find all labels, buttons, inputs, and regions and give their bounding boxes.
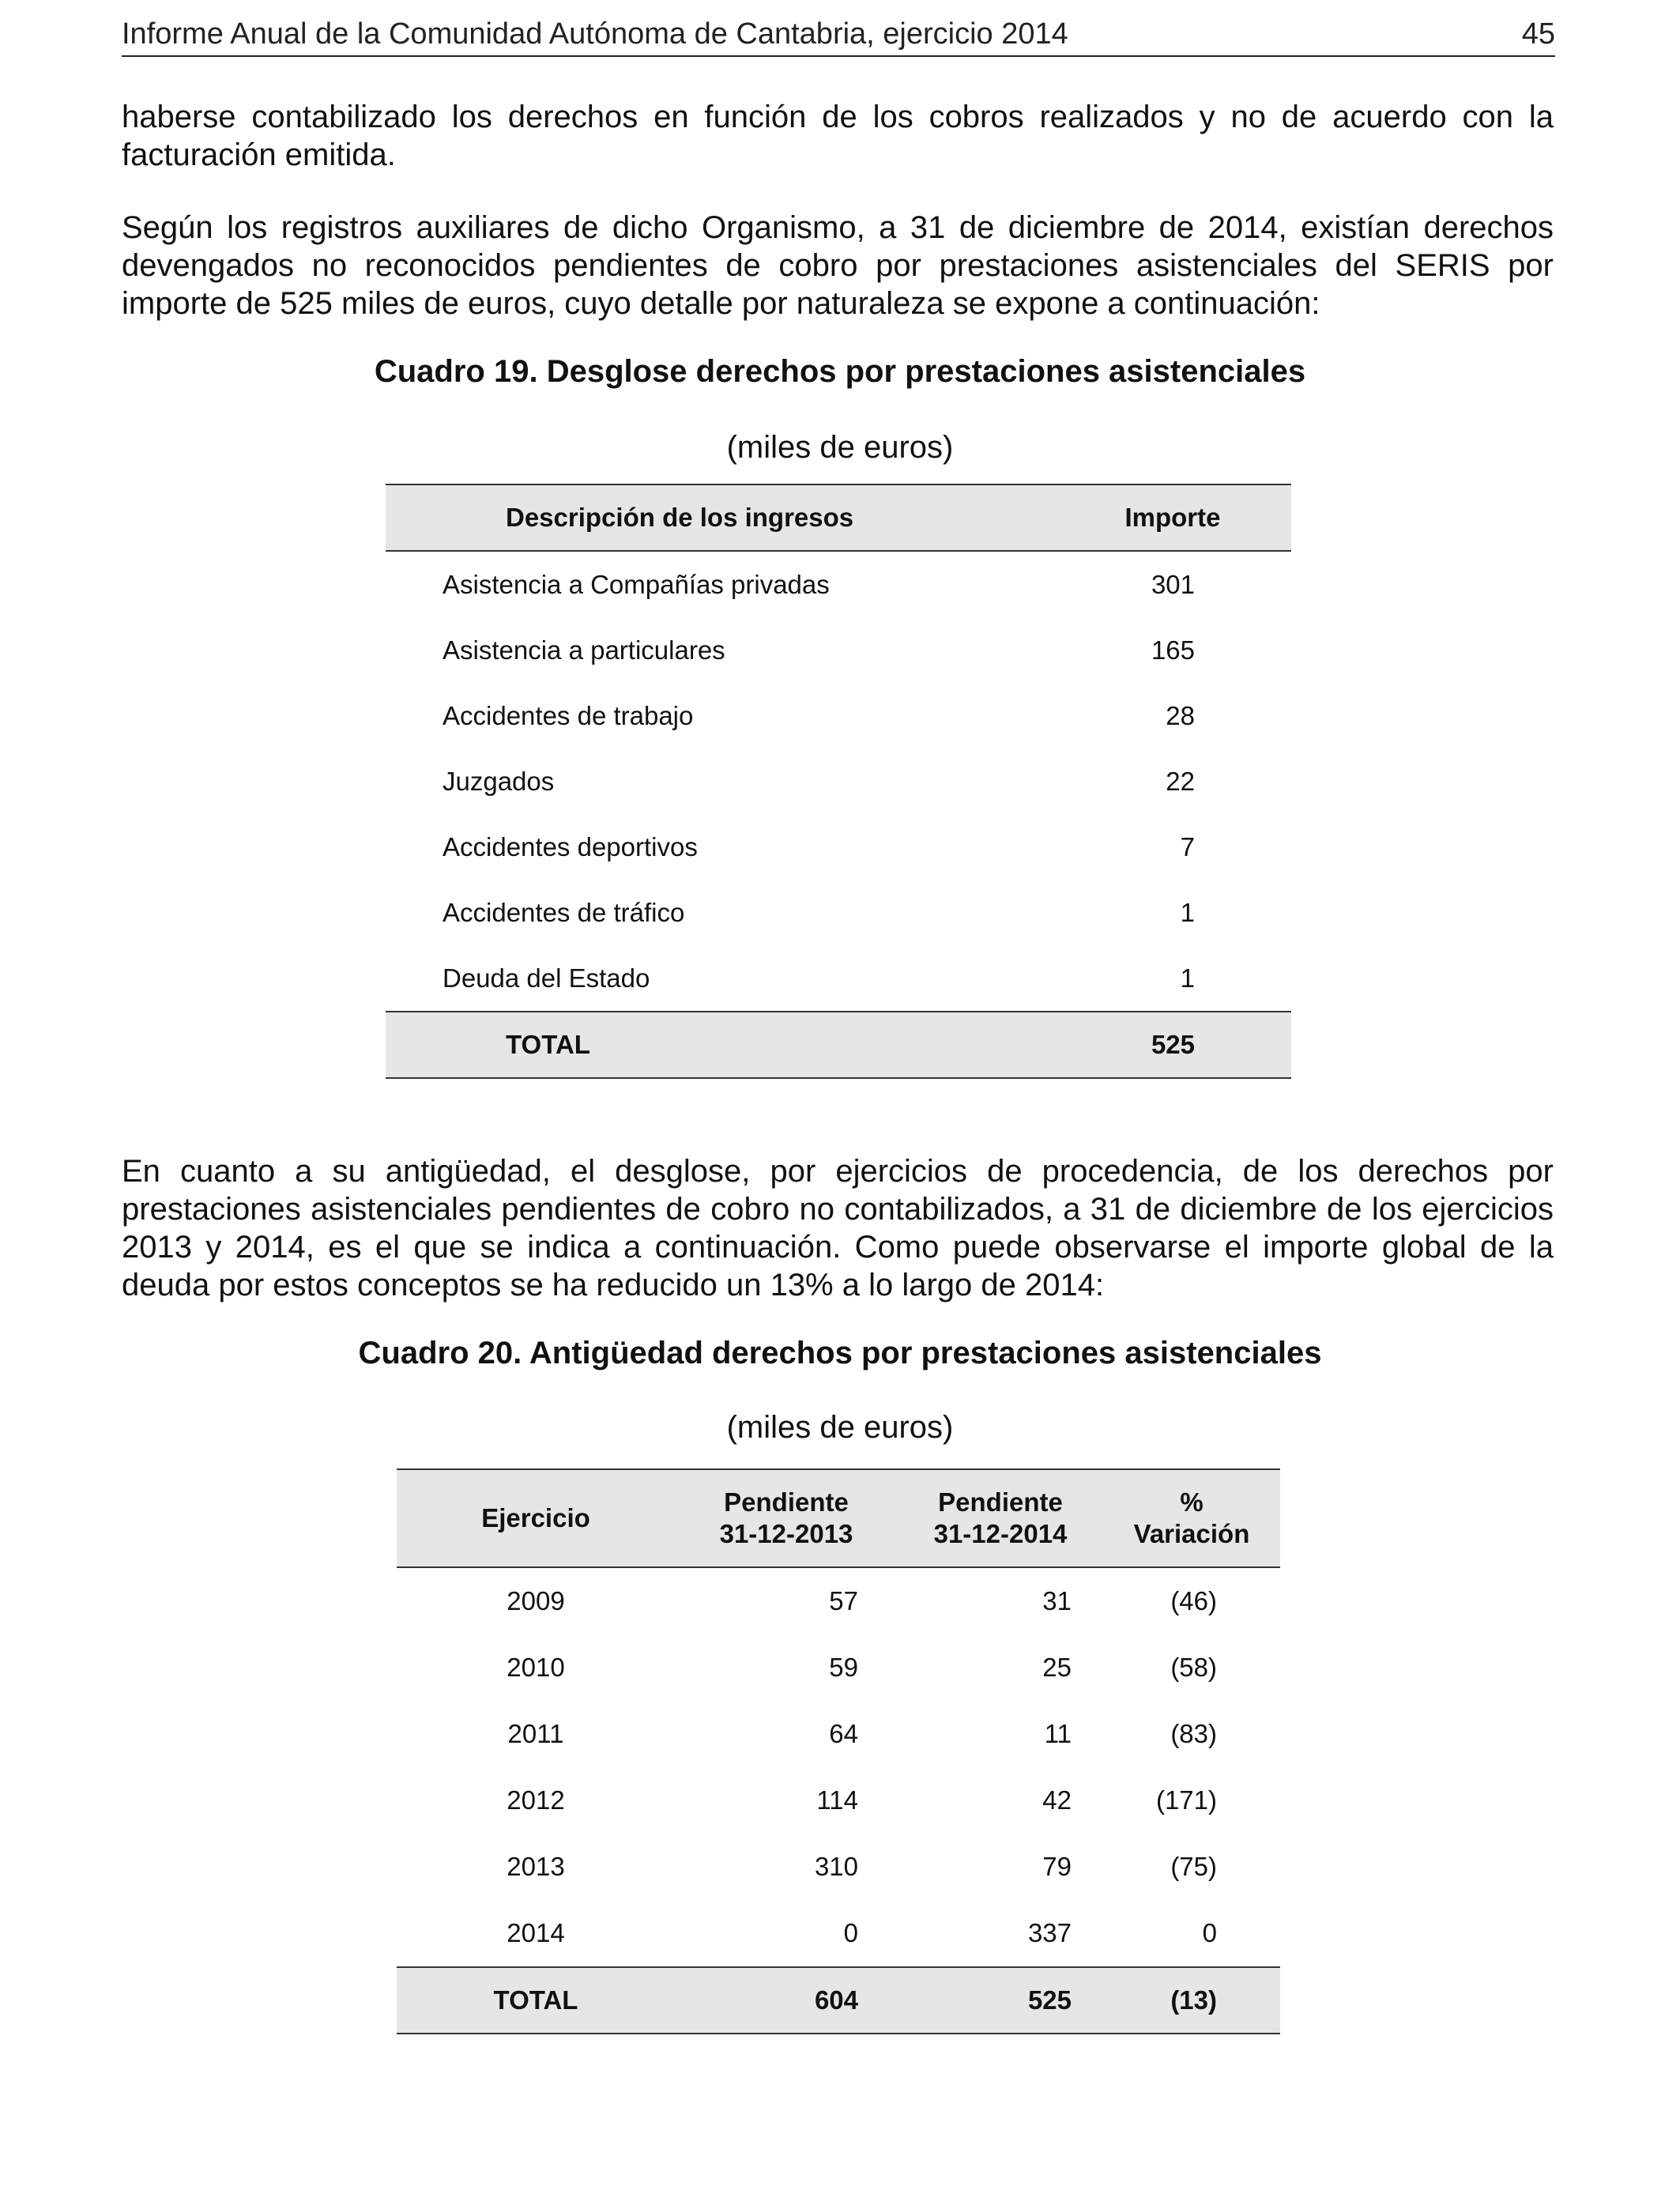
paragraph-1: haberse contabilizado los derechos en función de los cobros realizados y no de acuerdo con la facturación emitida. bbox=[122, 100, 1554, 172]
row-pending-2014: 31 bbox=[1042, 1586, 1072, 1615]
row-amount: 28 bbox=[1166, 700, 1195, 730]
table-row bbox=[397, 1834, 1280, 1900]
row-pending-2013: 59 bbox=[829, 1653, 858, 1682]
row-description: Accidentes de tráfico bbox=[443, 897, 685, 927]
table19-total-row bbox=[386, 1012, 1291, 1078]
total-amount: 525 bbox=[1151, 1030, 1195, 1059]
row-pending-2013: 0 bbox=[843, 1918, 858, 1947]
table-row bbox=[386, 880, 1291, 945]
row-pending-2014: 79 bbox=[1042, 1852, 1072, 1881]
row-year: 2010 bbox=[507, 1653, 565, 1682]
header-line: Pendiente bbox=[938, 1487, 1063, 1517]
row-pending-2013: 114 bbox=[816, 1785, 858, 1815]
table19-header-amount: Importe bbox=[1124, 503, 1221, 532]
row-pending-2013: 64 bbox=[829, 1719, 858, 1748]
row-description: Accidentes deportivos bbox=[443, 831, 698, 861]
row-description: Asistencia a particulares bbox=[443, 635, 725, 665]
table-row bbox=[397, 1634, 1280, 1701]
table20-caption: Cuadro 20. Antigüedad derechos por prestaciones asistenciales bbox=[358, 1336, 1322, 1370]
row-description: Deuda del Estado bbox=[443, 963, 650, 993]
row-amount: 301 bbox=[1151, 569, 1195, 599]
table19-header-row bbox=[386, 484, 1291, 551]
row-variation: (83) bbox=[1170, 1719, 1217, 1748]
row-variation: (58) bbox=[1170, 1653, 1217, 1682]
row-year: 2014 bbox=[507, 1918, 565, 1947]
table19-header-description: Descripción de los ingresos bbox=[506, 503, 854, 532]
row-variation: (75) bbox=[1170, 1852, 1217, 1881]
table20-total-row bbox=[397, 1967, 1280, 2034]
row-pending-2013: 310 bbox=[814, 1852, 858, 1881]
table-row bbox=[397, 1900, 1280, 1967]
header-line: % bbox=[1180, 1487, 1203, 1517]
total-pending-2014: 525 bbox=[1027, 1985, 1072, 2015]
row-year: 2009 bbox=[507, 1586, 565, 1615]
table-20 bbox=[397, 1468, 1280, 2034]
row-variation: 0 bbox=[1202, 1918, 1217, 1947]
table-row bbox=[397, 1567, 1280, 1634]
table-row bbox=[386, 683, 1291, 748]
header-line: Ejercicio bbox=[481, 1503, 590, 1532]
table-row bbox=[397, 1701, 1280, 1767]
row-pending-2014: 25 bbox=[1042, 1653, 1072, 1682]
row-pending-2014: 337 bbox=[1027, 1918, 1072, 1947]
row-description: Accidentes de trabajo bbox=[443, 700, 694, 730]
table20-header-row bbox=[397, 1469, 1280, 1567]
table20-header-pending-2013 bbox=[675, 1469, 898, 1567]
paragraph-3: En cuanto a su antigüedad, el desglose, por ejercicios de procedencia, de los derechos por prestaciones asistenciales pendientes de cobro no contabilizados, a 31 de diciembre de los ejercicios 2013 y 2014, es el que se indica a continuación. Como puede observarse el importe global de la deuda por estos conceptos se ha reducido un 13% a lo largo de 2014: bbox=[122, 1154, 1554, 1302]
total-pending-2013: 604 bbox=[814, 1985, 858, 2015]
row-year: 2012 bbox=[507, 1785, 565, 1815]
row-description: Asistencia a Compañías privadas bbox=[443, 569, 830, 599]
table-row bbox=[397, 1767, 1280, 1834]
table-row bbox=[386, 617, 1291, 683]
table19-units: (miles de euros) bbox=[726, 430, 954, 465]
row-year: 2011 bbox=[507, 1719, 564, 1748]
total-label: TOTAL bbox=[506, 1030, 590, 1059]
header-title: Informe Anual de la Comunidad Autónoma de Cantabria, ejercicio 2014 bbox=[122, 17, 1068, 51]
row-amount: 165 bbox=[1151, 635, 1195, 665]
table-19 bbox=[386, 484, 1291, 1079]
row-pending-2014: 11 bbox=[1044, 1719, 1072, 1748]
table20-header-year bbox=[397, 1469, 675, 1567]
table20-header-pending-2014 bbox=[898, 1469, 1103, 1567]
header-line: Pendiente bbox=[724, 1487, 849, 1517]
row-pending-2014: 42 bbox=[1042, 1785, 1072, 1815]
paragraph-2: Según los registros auxiliares de dicho Organismo, a 31 de diciembre de 2014, existían derechos devengados no reconocidos pendientes de cobro por prestaciones asistenciales del SERIS por importe de 525 miles de euros, cuyo detalle por naturaleza se expone a continuación: bbox=[122, 210, 1554, 321]
row-description: Juzgados bbox=[443, 766, 555, 796]
row-year: 2013 bbox=[507, 1852, 565, 1881]
total-variation: (13) bbox=[1170, 1985, 1217, 2015]
header-line: Variación bbox=[1133, 1519, 1250, 1548]
row-amount: 1 bbox=[1180, 897, 1195, 927]
row-pending-2013: 57 bbox=[829, 1586, 858, 1615]
table20-header-variation bbox=[1103, 1469, 1280, 1567]
row-amount: 7 bbox=[1180, 831, 1195, 861]
page-number: 45 bbox=[1521, 17, 1555, 51]
table19-caption: Cuadro 19. Desglose derechos por prestaciones asistenciales bbox=[374, 354, 1306, 389]
table-row bbox=[386, 814, 1291, 880]
row-variation: (171) bbox=[1155, 1785, 1217, 1815]
table-row bbox=[386, 945, 1291, 1012]
total-label: TOTAL bbox=[493, 1985, 578, 2015]
header-line: 31-12-2014 bbox=[933, 1519, 1068, 1548]
row-amount: 22 bbox=[1166, 766, 1195, 796]
table-row bbox=[386, 748, 1291, 814]
header-line: 31-12-2013 bbox=[719, 1519, 853, 1548]
table-row bbox=[386, 551, 1291, 617]
page-header bbox=[122, 13, 1555, 57]
table20-units: (miles de euros) bbox=[726, 1410, 954, 1445]
row-variation: (46) bbox=[1170, 1586, 1217, 1615]
row-amount: 1 bbox=[1180, 963, 1195, 993]
